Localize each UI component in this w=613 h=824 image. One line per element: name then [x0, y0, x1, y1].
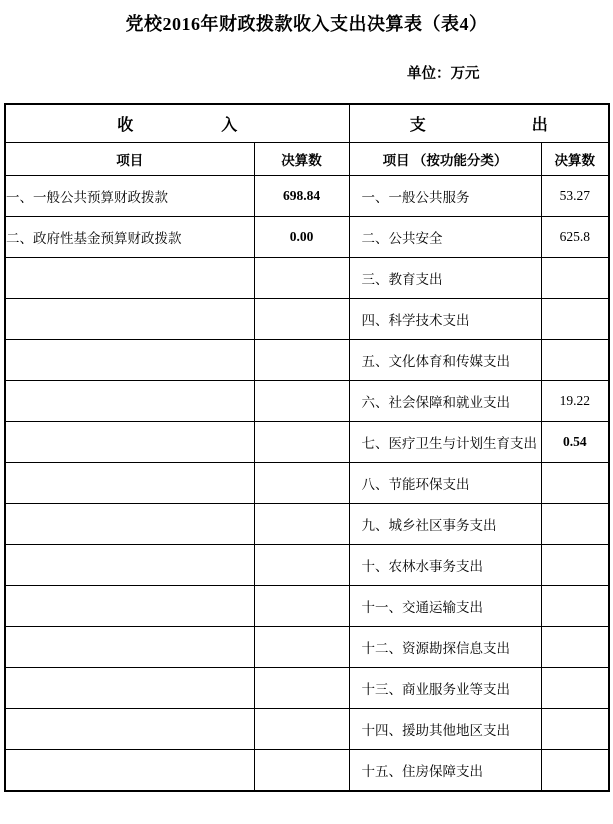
income-amount-cell: [254, 299, 349, 340]
table-row: [5, 668, 609, 709]
expense-item-cell: 一、一般公共服务: [349, 176, 541, 217]
income-item-cell: 二、政府性基金预算财政拨款: [5, 217, 254, 258]
expense-amount-header: 决算数: [541, 143, 609, 176]
expense-amount-cell: 0.54: [541, 422, 609, 463]
expense-item-cell: 十一、交通运输支出: [349, 586, 541, 627]
income-item-cell: [5, 709, 254, 750]
expense-amount-cell: [541, 545, 609, 586]
expense-item-cell: 十四、援助其他地区支出: [349, 709, 541, 750]
table-row: [5, 340, 609, 381]
income-amount-cell: [254, 750, 349, 792]
final-accounts-table: [4, 103, 610, 792]
expense-amount-cell: [541, 463, 609, 504]
expense-item-cell: 十二、资源勘探信息支出: [349, 627, 541, 668]
table-row: [5, 586, 609, 627]
income-item-cell: [5, 258, 254, 299]
expense-item-cell: 十三、商业服务业等支出: [349, 668, 541, 709]
unit-label: 单位：万元: [407, 66, 480, 82]
table-row: [5, 299, 609, 340]
table-row: [5, 422, 609, 463]
income-item-cell: [5, 422, 254, 463]
income-item-cell: [5, 627, 254, 668]
table-row: [5, 258, 609, 299]
page-title: 党校2016年财政拨款收入支出决算表（表4）: [125, 14, 488, 34]
income-item-header: 项目: [5, 143, 254, 176]
income-amount-cell: [254, 340, 349, 381]
table-row: [5, 545, 609, 586]
expense-item-cell: 八、节能环保支出: [349, 463, 541, 504]
income-amount-cell: [254, 627, 349, 668]
table-row: [5, 709, 609, 750]
income-item-cell: [5, 668, 254, 709]
income-amount-cell: [254, 258, 349, 299]
expense-item-cell: 六、社会保障和就业支出: [349, 381, 541, 422]
income-section-char1: 收: [117, 117, 134, 134]
income-item-cell: 一、一般公共预算财政拨款: [5, 176, 254, 217]
expense-item-cell: 十五、住房保障支出: [349, 750, 541, 792]
expense-amount-cell: [541, 340, 609, 381]
income-item-cell: [5, 299, 254, 340]
expense-item-cell: 七、医疗卫生与计划生育支出: [349, 422, 541, 463]
table-row: [5, 750, 609, 792]
income-item-cell: [5, 504, 254, 545]
expense-amount-cell: [541, 627, 609, 668]
expense-item-cell: 三、教育支出: [349, 258, 541, 299]
table-row: [5, 463, 609, 504]
expense-amount-cell: [541, 586, 609, 627]
section-header-row: [5, 104, 609, 143]
income-amount-cell: 0.00: [254, 217, 349, 258]
table-row: [5, 627, 609, 668]
expense-item-cell: 二、公共安全: [349, 217, 541, 258]
income-amount-cell: 698.84: [254, 176, 349, 217]
income-item-cell: [5, 586, 254, 627]
expense-item-cell: 四、科学技术支出: [349, 299, 541, 340]
table-row: [5, 217, 609, 258]
income-item-cell: [5, 750, 254, 792]
expense-item-header: 项目 （按功能分类）: [349, 143, 541, 176]
expense-amount-cell: [541, 299, 609, 340]
income-amount-cell: [254, 668, 349, 709]
income-item-cell: [5, 340, 254, 381]
expense-section-char2: 出: [531, 117, 548, 134]
expense-amount-cell: 625.8: [541, 217, 609, 258]
income-item-cell: [5, 463, 254, 504]
table-row: [5, 176, 609, 217]
expense-amount-cell: [541, 750, 609, 792]
income-amount-cell: [254, 709, 349, 750]
expense-amount-cell: 53.27: [541, 176, 609, 217]
expense-amount-cell: [541, 709, 609, 750]
expense-amount-cell: [541, 258, 609, 299]
income-amount-cell: [254, 545, 349, 586]
income-amount-cell: [254, 422, 349, 463]
expense-amount-cell: [541, 668, 609, 709]
income-item-cell: [5, 381, 254, 422]
income-amount-cell: [254, 586, 349, 627]
table-row: [5, 381, 609, 422]
income-section-header: [5, 104, 349, 143]
expense-section-header: [349, 104, 609, 143]
expense-item-cell: 五、文化体育和传媒支出: [349, 340, 541, 381]
expense-amount-cell: [541, 504, 609, 545]
expense-amount-cell: 19.22: [541, 381, 609, 422]
column-header-row: [5, 143, 609, 176]
expense-item-cell: 九、城乡社区事务支出: [349, 504, 541, 545]
income-section-char2: 入: [221, 117, 238, 134]
income-item-cell: [5, 545, 254, 586]
expense-item-cell: 十、农林水事务支出: [349, 545, 541, 586]
income-amount-header: 决算数: [254, 143, 349, 176]
table-row: [5, 504, 609, 545]
expense-section-char1: 支: [409, 117, 426, 134]
income-amount-cell: [254, 463, 349, 504]
income-amount-cell: [254, 381, 349, 422]
income-amount-cell: [254, 504, 349, 545]
